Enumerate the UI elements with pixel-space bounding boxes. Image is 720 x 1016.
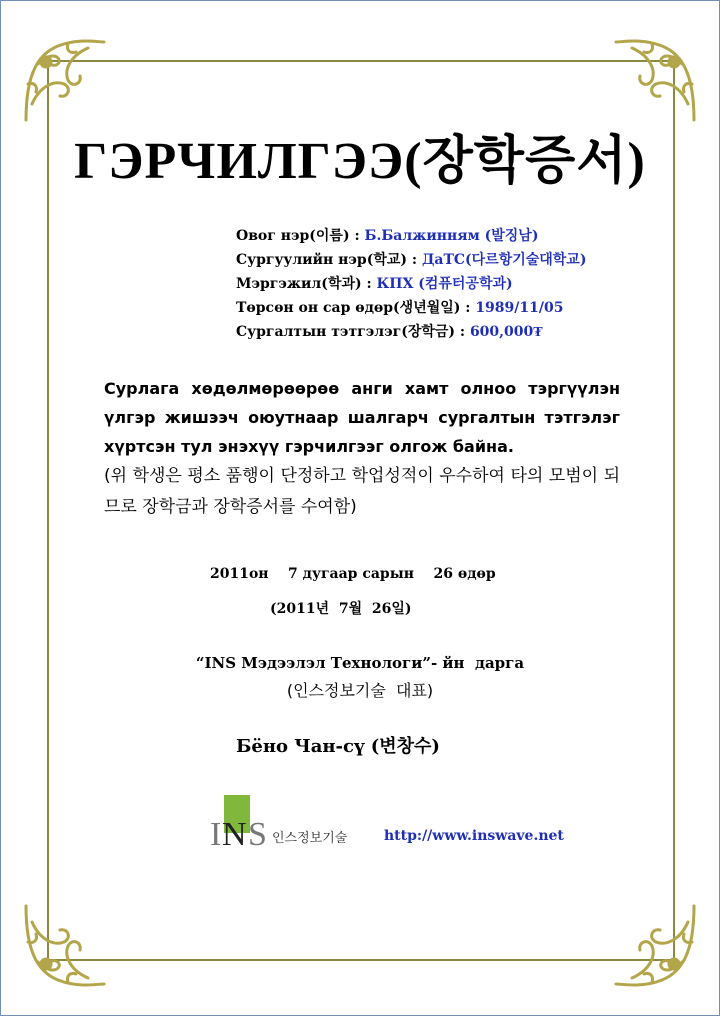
- certificate-title: ГЭРЧИЛГЭЭ(장학증서): [74, 133, 646, 190]
- info-value: ДаТС(다르항기술대학교): [421, 252, 587, 268]
- svg-text:S: S: [248, 816, 267, 851]
- info-row-name: [236, 224, 586, 248]
- website-url: http://www.inswave.net: [384, 828, 564, 844]
- info-value: 1989/11/05: [475, 300, 564, 316]
- certificate-body: [104, 374, 620, 523]
- logo-text: 인스정보기술: [272, 831, 348, 846]
- info-label: Мэргэжил(학과) :: [236, 276, 377, 292]
- info-value: Б.Балжинням (발징남): [364, 228, 539, 244]
- corner-ornament-icon: [18, 900, 110, 992]
- info-label: Овог нэр(이름) :: [236, 228, 365, 244]
- svg-text:I: I: [210, 816, 222, 851]
- info-row-major: [236, 272, 586, 296]
- body-text-korean: (위 학생은 평소 품행이 단정하고 학업성적이 우수하여 타의 모범이 되므로 장학금과 장학증서를 수여함): [104, 466, 620, 517]
- recipient-info: [236, 224, 586, 344]
- info-row-scholarship: [236, 320, 586, 344]
- info-label: Төрсөн он сар өдөр(생년월일) :: [236, 300, 476, 316]
- signer-name: Бёно Чан-сү (변창수): [236, 736, 440, 757]
- info-value: 600,000₮: [469, 324, 543, 340]
- info-label: Сургуулийн нэр(학교) :: [236, 252, 422, 268]
- info-row-birthdate: [236, 296, 586, 320]
- corner-ornament-icon: [18, 34, 110, 126]
- info-row-school: [236, 248, 586, 272]
- corner-ornament-icon: [610, 34, 702, 126]
- info-value: КПХ (컴퓨터공학과): [376, 276, 513, 292]
- corner-ornament-icon: [610, 900, 702, 992]
- issue-date-mongolian: 2011он 7 дугаар сарын 26 өдөр: [210, 566, 496, 582]
- info-label: Сургалтын тэтгэлэг(장학금) :: [236, 324, 470, 340]
- ins-logo-icon: [210, 795, 360, 851]
- issuer-title-mongolian: “INS Мэдээлэл Технологи”- йн дарга: [195, 654, 525, 672]
- svg-text:N: N: [222, 816, 247, 851]
- issuer-title-korean: (인스정보기술 대표): [286, 681, 434, 700]
- issue-date-korean: (2011년 7월 26일): [270, 601, 412, 617]
- body-text-mongolian: Сурлага хөдөлмөрөөрөө анги хамт олноо тэргүүлэн үлгэр жишээч оюутнаар шалгарч сургалтын тэтгэлэг хүртсэн тул энэхүү гэрчилгээг олгож байна.: [104, 379, 620, 456]
